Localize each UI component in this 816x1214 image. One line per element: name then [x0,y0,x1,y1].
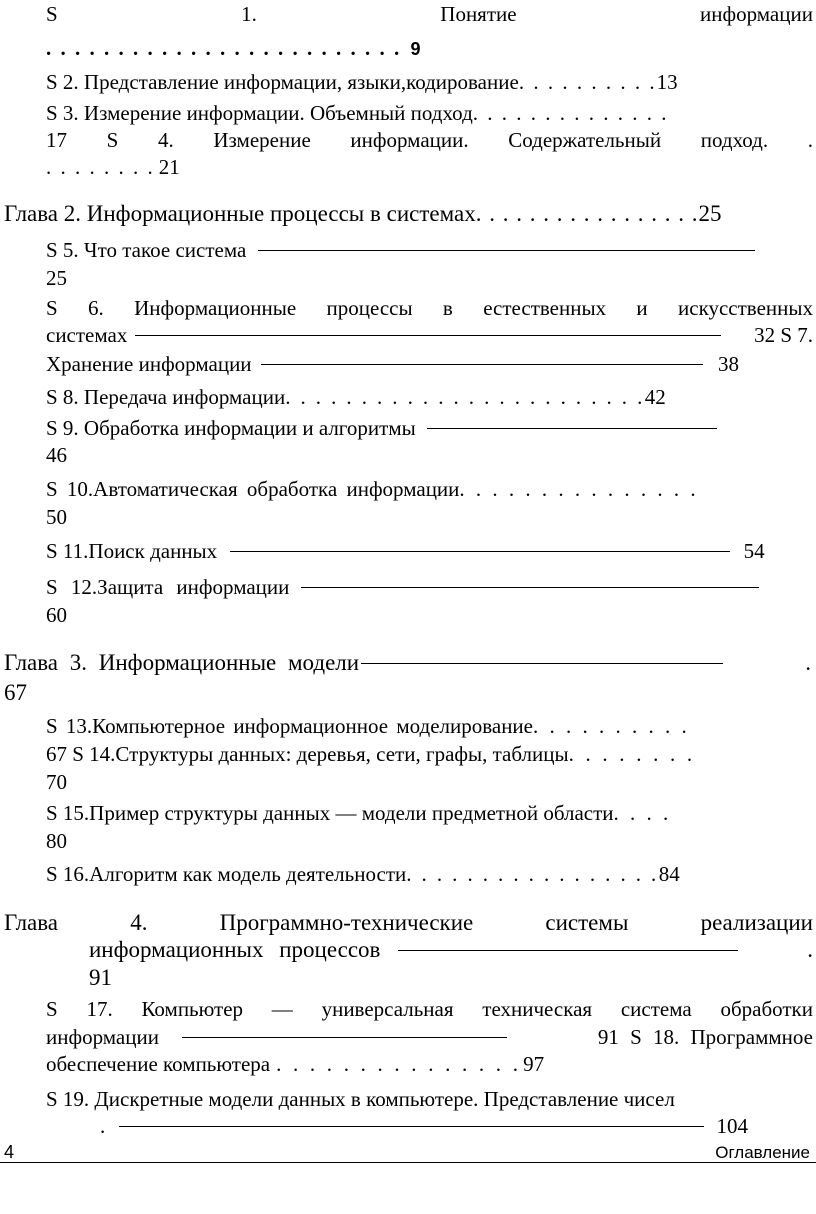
s1-word1: Понятие [440,2,517,26]
s15-page: 80 [46,829,67,853]
s15-dots: . . . . [613,801,672,825]
toc-entry-s19 [46,1087,675,1111]
s7-page: 38 [718,352,740,376]
s13-dots: . . . . . . . . . . [533,714,690,738]
s11-page: 54 [743,539,765,563]
toc-entry-s12-page [46,603,67,627]
ch3-leader [361,663,723,664]
s10-dots: . . . . . . . . . . . . . . . [459,477,699,501]
toc-entry-s10-page [46,505,67,529]
toc-entry-s9-page [46,443,67,467]
s3-dots: . . . . . . . . . . . . . . [472,101,669,125]
toc-entry-s9 [46,416,717,440]
s3-title: S 3. Измерение информации. Объемный подход [46,101,473,125]
toc-entry-s10 [46,477,699,501]
ch3-title: Глава 3. Информационные модели [4,650,360,675]
s18-dots: . . . . . . . . . . . . . . . [276,1052,522,1076]
s8-title: S 8. Передача информации [46,385,286,409]
s12-leader [301,587,759,588]
toc-entry-s4-cont [46,155,180,179]
s8-dots: . . . . . . . . . . . . . . . . . . . . . . . . [285,385,645,409]
toc-entry-s15 [46,801,671,825]
chapter-4-heading [4,911,813,935]
chapter-3-page-line [4,681,27,705]
s9-leader [427,428,717,429]
s15-title: S 15.Пример структуры данных — модели предметной области [46,801,614,825]
toc-entry-s1-dots [46,36,421,61]
toc-entry-s15-page [46,829,67,853]
s2-dots: . . . . . . . . . . [518,70,657,94]
ch4-w1: Глава [4,910,59,935]
s5-page: 25 [46,266,67,290]
s4-page: 21 [158,155,180,179]
toc-entry-s14-page [46,770,67,794]
s14-dots: . . . . . . . . [568,742,696,766]
s9-page: 46 [46,443,67,467]
toc-entry-s8 [46,385,666,409]
s16-page: 84 [658,862,680,886]
ch4-w3: Программно-технические [219,910,474,935]
s7-leader [261,364,703,365]
toc-entry-s5 [46,238,755,262]
s4-line: 17 S 4. Измерение информации. Содержательный подход. . [46,128,813,152]
toc-entry-s7 [46,352,739,376]
s10-title: S 10.Автоматическая обработка информации [46,477,460,501]
ch4-w4: системы [545,910,629,935]
toc-entry-s11 [46,539,765,563]
ch2-page: 25 [698,201,722,226]
s11-leader [230,551,730,552]
chapter-4-page-line [89,966,112,990]
ch2-dots: . . . . . . . . . . . . . . . . . [475,201,699,226]
s1-word2: информации [700,2,813,26]
toc-entry-s18 [46,1052,544,1076]
toc-entry-s6 [46,296,813,320]
s6-cont: системах [46,323,128,347]
toc-entry-s6-cont [46,323,813,347]
s1-num: 1. [241,2,257,26]
s16-dots: . . . . . . . . . . . . . . . . . [406,862,659,886]
s17-cont: информации [46,1025,159,1049]
s19-page: 104 [716,1114,748,1138]
s12-title: S 12.Защита информации [46,575,290,599]
toc-entry-s14 [46,742,695,766]
s17-tail: 91 S 18. Программное [597,1025,813,1049]
s6-tail: 32 S 7. [754,323,813,347]
ch3-dot: . [805,650,811,675]
ch4-w5: реализации [700,910,813,935]
ch4-leader [398,950,738,951]
s18-title: обеспечение компьютера [46,1052,271,1076]
ch4-line2: информационных процессов [89,937,381,962]
s5-leader [258,250,755,251]
s10-page: 50 [46,505,67,529]
s4-dots: . . . . . . . . [46,155,155,179]
toc-entry-s17-cont [46,1025,813,1049]
s17-title: S 17. Компьютер — универсальная техническая система обработки [46,997,813,1021]
toc-entry-s17 [46,997,813,1021]
s1-dots: . . . . . . . . . . . . . . . . . . . . . . . . . [46,36,402,60]
chapter-3-heading [4,651,813,675]
toc-entry-s1 [46,2,813,26]
chapter-4-line2 [89,938,813,962]
ch4-w2: 4. [130,910,148,935]
s1-label: S [46,2,58,26]
toc-entry-s3 [46,101,669,125]
toc-entry-s12 [46,575,759,599]
s7-title: Хранение информации [46,352,252,376]
s14-page: 70 [46,770,67,794]
s1-page: 9 [410,39,421,59]
toc-entry-s4 [46,128,813,152]
s19-title: S 19. Дискретные модели данных в компьютере. Представление чисел [46,1087,675,1111]
s12-page: 60 [46,603,67,627]
s6-leader [135,335,721,336]
toc-entry-s19-cont [100,1114,748,1138]
toc-entry-s13 [46,714,690,738]
s8-page: 42 [644,385,666,409]
s11-title: S 11.Поиск данных [46,539,218,563]
ch2-title: Глава 2. Информационные процессы в системах [4,201,476,226]
s19-leader [119,1126,704,1127]
footer-page-number: 4 [4,1142,15,1162]
chapter-2-heading [4,202,721,226]
s14-title: 67 S 14.Структуры данных: деревья, сети, графы, таблицы [46,742,569,766]
s18-page: 97 [523,1052,545,1076]
ch4-page: 91 [89,965,112,990]
footer-rule [0,1162,816,1163]
s16-title: S 16.Алгоритм как модель деятельности [46,862,407,886]
ch3-page: 67 [4,680,27,705]
footer-section-label: Оглавление [715,1143,810,1162]
s9-title: S 9. Обработка информации и алгоритмы [46,416,416,440]
s6-title: S 6. Информационные процессы в естественных и искусственных [46,296,813,320]
toc-entry-s5-page [46,266,67,290]
toc-entry-s2 [46,70,678,94]
s17-leader [182,1037,507,1038]
s19-dot: . [100,1114,106,1138]
s2-page: 13 [656,70,678,94]
s13-title: S 13.Компьютерное информационное моделирование [46,714,533,738]
s2-title: S 2. Представление информации, языки,кодирование [46,70,519,94]
toc-entry-s16 [46,862,680,886]
s5-title: S 5. Что такое система [46,238,247,262]
ch4-dot: . [807,937,813,962]
